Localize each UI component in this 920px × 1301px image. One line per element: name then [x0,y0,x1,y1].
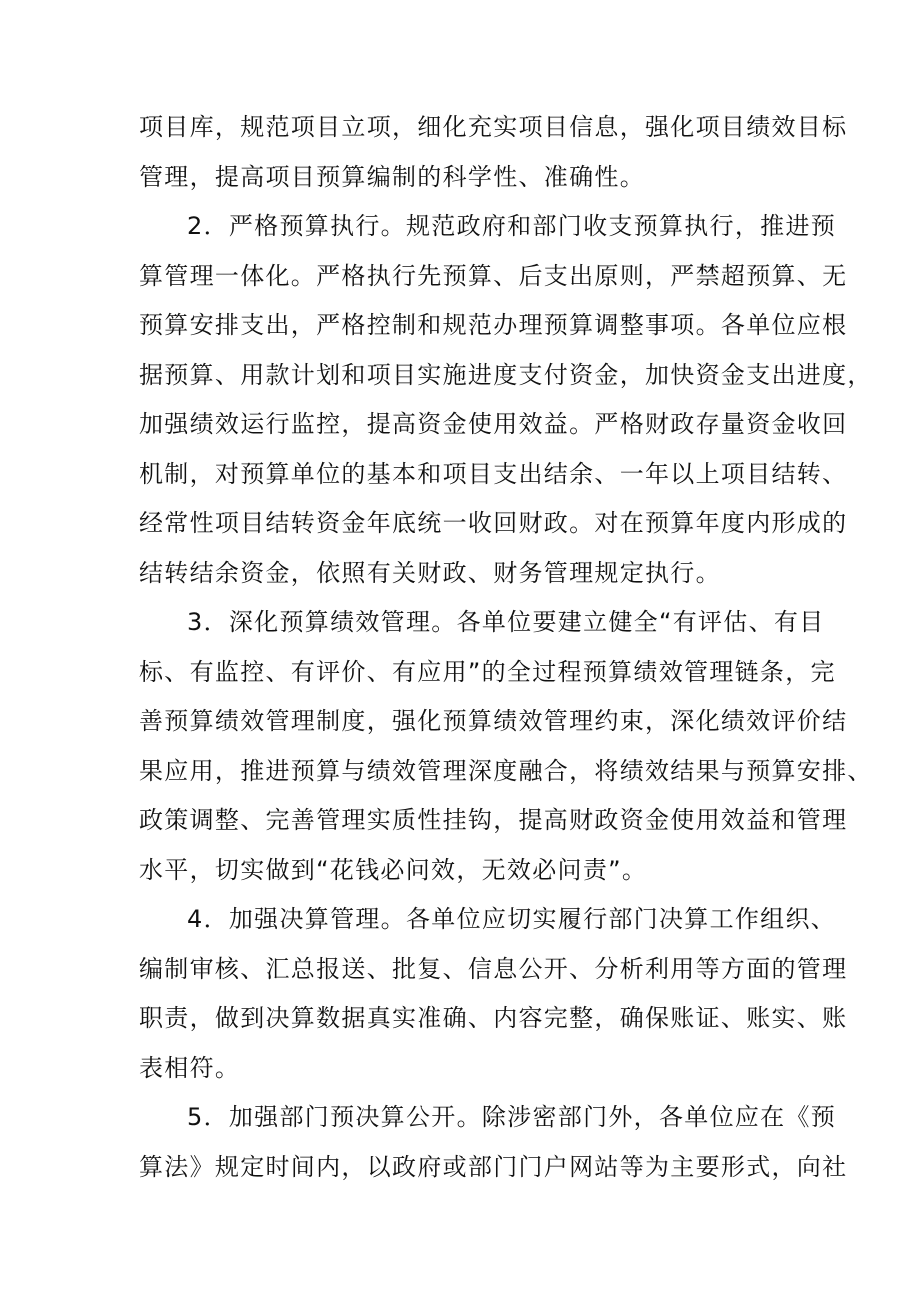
text-line: 结转结余资金，依照有关财政、财务管理规定执行。 [139,559,721,587]
text-line: 善预算绩效管理制度，强化预算绩效管理约束，深化绩效评价结 [139,707,848,735]
text-line: 经常性项目结转资金年底统一收回财政。对在预算年度内形成的 [139,509,848,537]
text-line: 算法》规定时间内，以政府或部门门户网站等为主要形式，向社 [139,1153,848,1181]
text-line: 算管理一体化。严格执行先预算、后支出原则，严禁超预算、无 [139,262,848,290]
text-line: 加强绩效运行监控，提高资金使用效益。严格财政存量资金收回 [139,410,848,438]
text-line: 据预算、用款计划和项目实施进度支付资金，加快资金支出进度， [139,361,873,389]
text-line: 机制，对预算单位的基本和项目支出结余、一年以上项目结转、 [139,460,848,488]
text-line: 职责，做到决算数据真实准确、内容完整，确保账证、账实、账 [139,1004,848,1032]
text-line: 果应用，推进预算与绩效管理深度融合，将绩效结果与预算安排、 [139,757,873,785]
text-line: 编制审核、汇总报送、批复、信息公开、分析利用等方面的管理 [139,955,848,983]
text-line: 预算安排支出，严格控制和规范办理预算调整事项。各单位应根 [139,311,848,339]
text-line: 水平，切实做到“花钱必问效，无效必问责”。 [139,856,648,884]
paragraph-5-first-line: 5．加强部门预决算公开。除涉密部门外，各单位应在《预 [187,1103,837,1131]
text-line: 政策调整、完善管理实质性挂钩，提高财政资金使用效益和管理 [139,806,848,834]
text-line: 项目库，规范项目立项，细化充实项目信息，强化项目绩效目标 [139,113,848,141]
text-line: 表相符。 [139,1054,241,1082]
text-line: 标、有监控、有评价、有应用”的全过程预算绩效管理链条，完 [139,658,836,686]
paragraph-2-first-line: 2．严格预算执行。规范政府和部门收支预算执行，推进预 [187,212,837,240]
paragraph-4-first-line: 4．加强决算管理。各单位应切实履行部门决算工作组织、 [187,905,837,933]
text-line: 管理，提高项目预算编制的科学性、准确性。 [139,163,645,191]
paragraph-3-first-line: 3．深化预算绩效管理。各单位要建立健全“有评估、有目 [187,608,825,636]
